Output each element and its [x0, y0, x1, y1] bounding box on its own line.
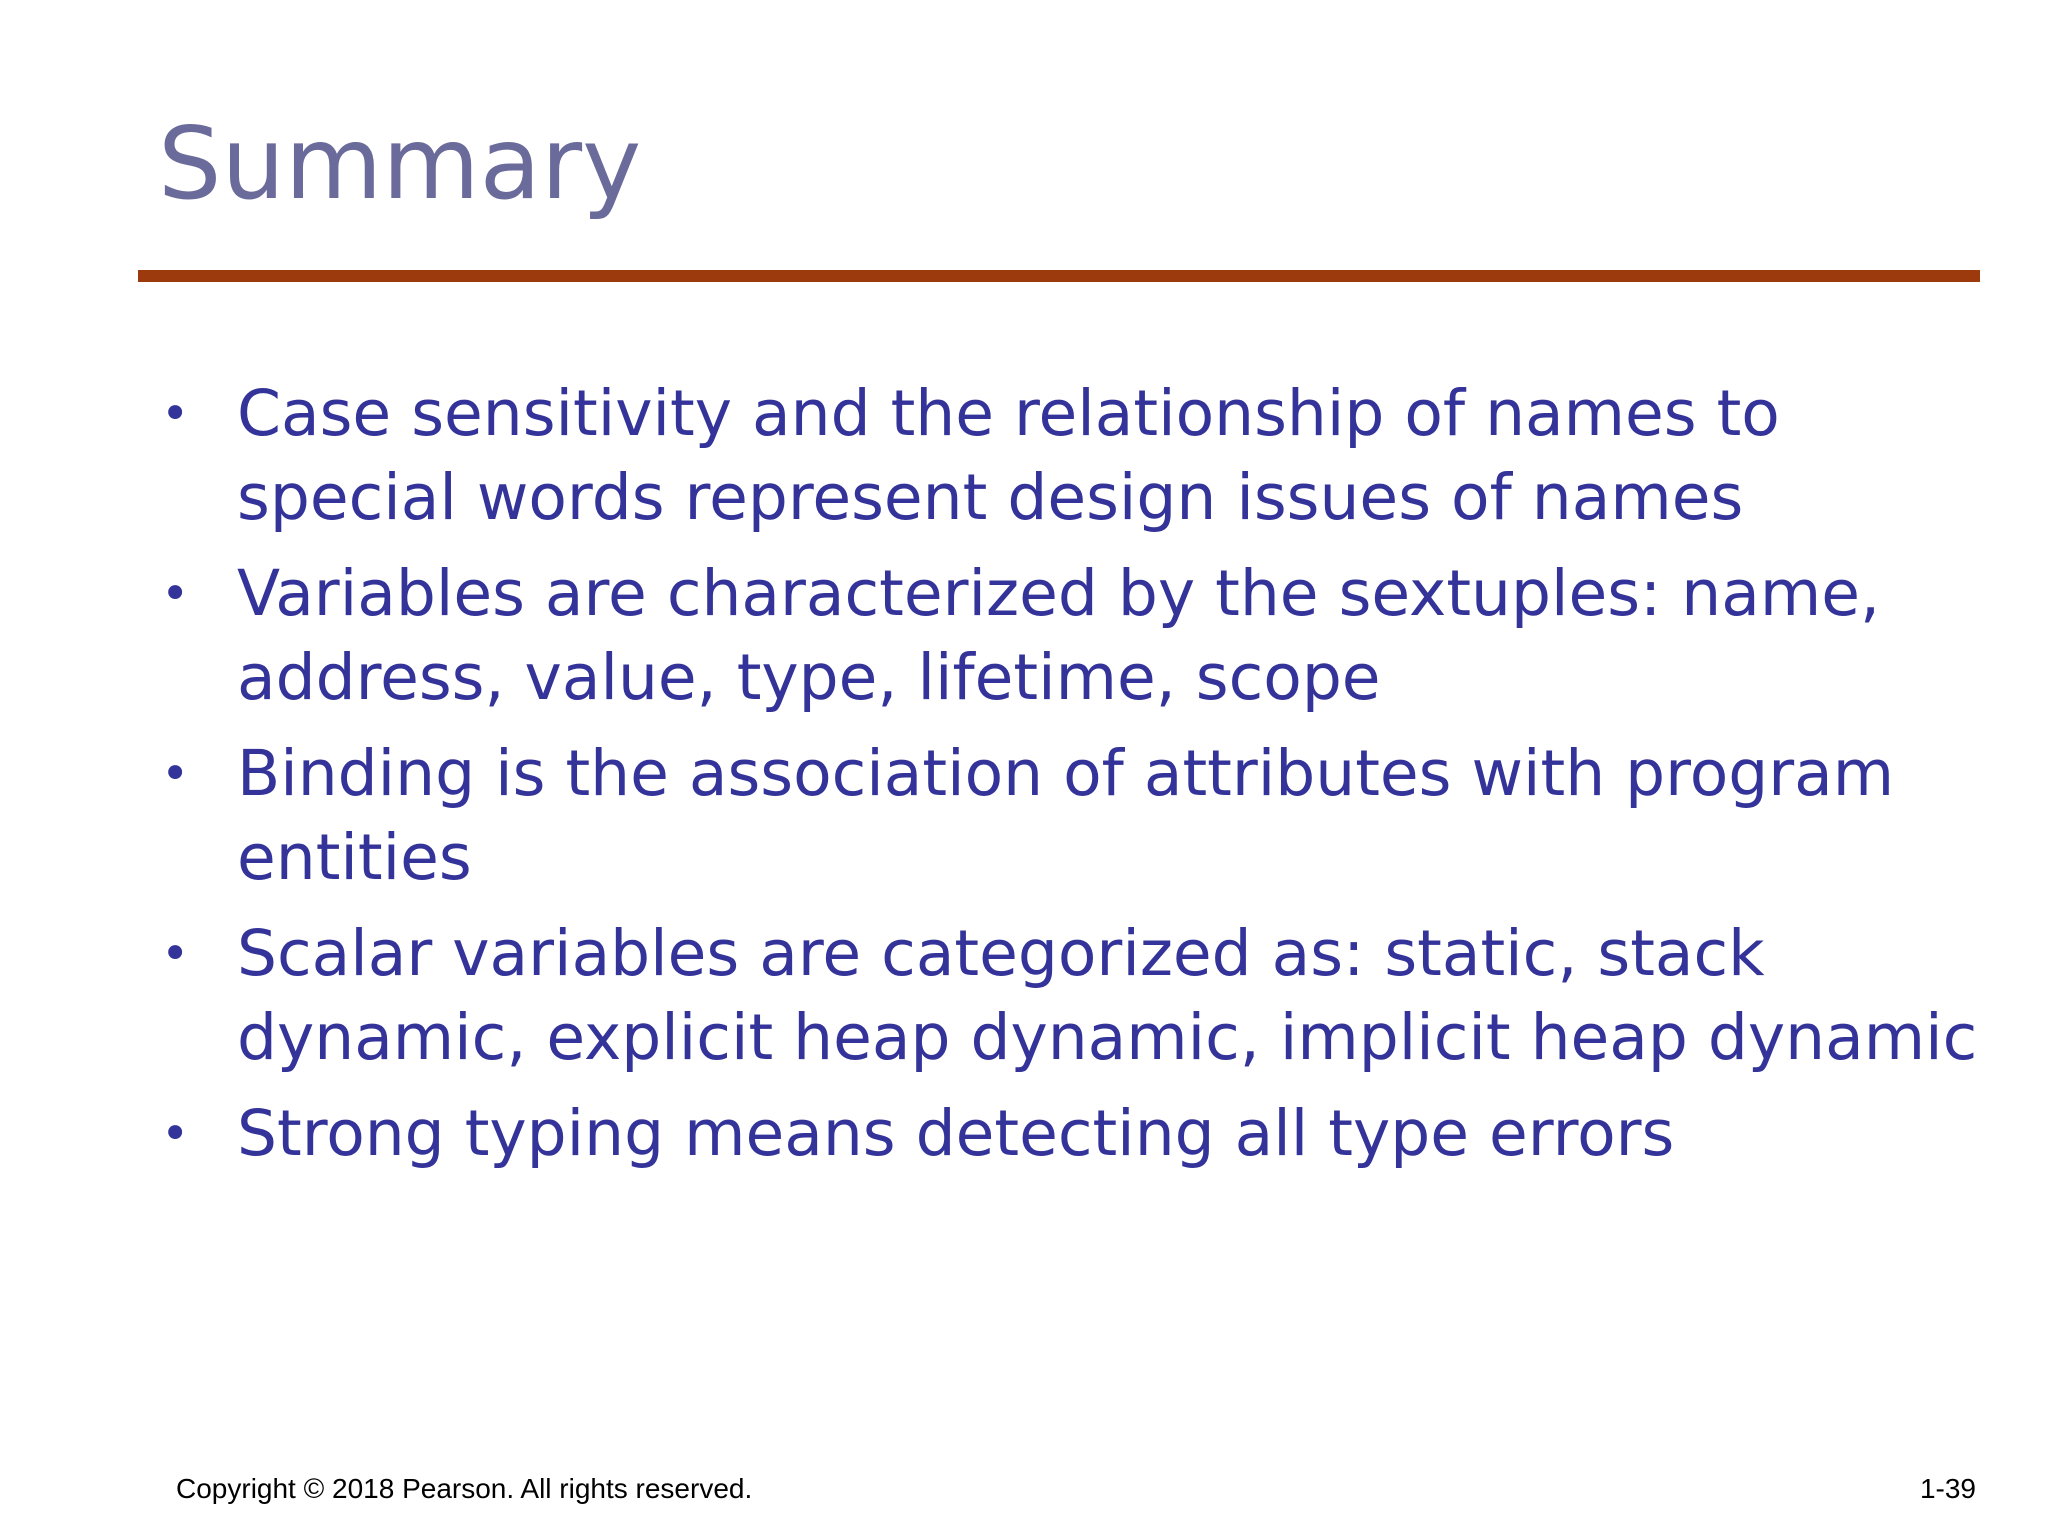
bullet-marker: • [161, 746, 190, 802]
copyright-notice: Copyright © 2018 Pearson. All rights reserved. [176, 1473, 753, 1504]
bullet-text: Binding is the association of attributes with program entities [237, 737, 1895, 894]
bullet-marker: • [161, 926, 190, 982]
bullet-item [158, 552, 1988, 720]
bullet-text: Variables are characterized by the sextuples: name, address, value, type, lifetime, scope [237, 557, 1880, 714]
bullet-marker: • [161, 1106, 190, 1162]
bullet-item [158, 732, 1988, 900]
page-number: 1-39 [1919, 1473, 1976, 1504]
bullet-list [158, 372, 1988, 1188]
bullet-marker: • [161, 566, 190, 622]
bullet-text: Strong typing means detecting all type errors [237, 1097, 1675, 1170]
title-divider [138, 270, 1980, 282]
slide-title: Summary [158, 105, 642, 222]
bullet-marker: • [161, 386, 190, 442]
bullet-item [158, 372, 1988, 540]
bullet-text: Scalar variables are categorized as: static, stack dynamic, explicit heap dynamic, implicit heap dynamic [237, 917, 1978, 1074]
bullet-item [158, 1092, 1988, 1176]
bullet-text: Case sensitivity and the relationship of names to special words represent design issues of names [237, 377, 1780, 534]
bullet-item [158, 912, 1988, 1080]
